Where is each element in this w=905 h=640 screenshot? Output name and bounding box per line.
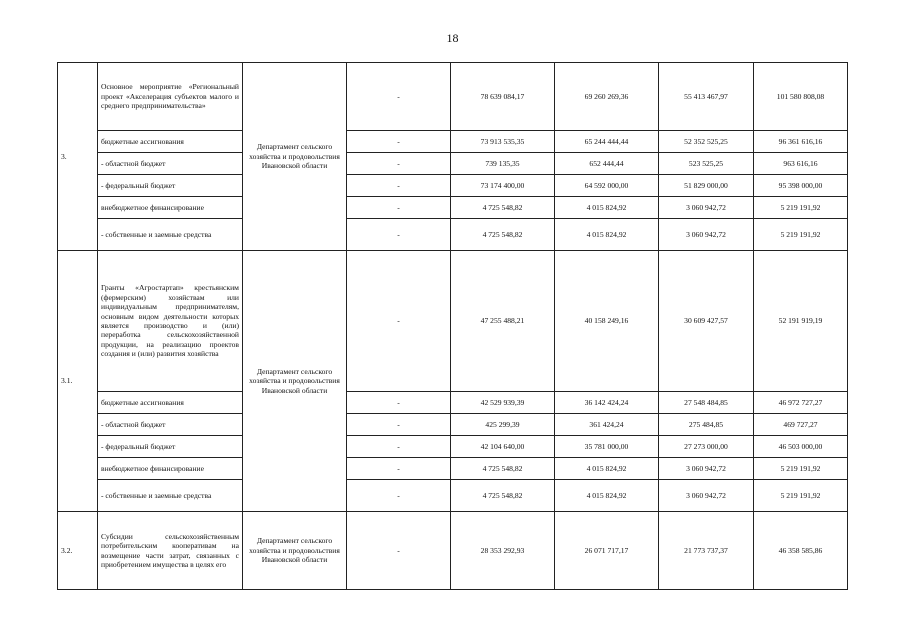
cell-value-4: 46 358 585,86 <box>754 512 848 590</box>
cell-dash: - <box>347 251 451 392</box>
cell-value-1: 425 299,39 <box>451 414 555 436</box>
cell-dash: - <box>347 131 451 153</box>
cell-value-1: 78 639 084,17 <box>451 63 555 131</box>
cell-value-2: 35 781 000,00 <box>555 436 659 458</box>
table-row <box>58 175 848 197</box>
table-row <box>58 480 848 512</box>
row-name: Основное мероприятие «Региональный проект «Акселерация субъектов малого и среднего предпринимательства» <box>98 63 243 131</box>
cell-value-3: 3 060 942,72 <box>659 458 754 480</box>
row-name: - областной бюджет <box>98 414 243 436</box>
table-row <box>58 63 848 131</box>
row-name: Субсидии сельскохозяйственным потребительским кооперативам на возмещение части затрат, связанных с приобретением имущества в целях его <box>98 512 243 590</box>
executor: Департамент сельского хозяйства и продовольствия Ивановской области <box>243 512 347 590</box>
cell-value-4: 469 727,27 <box>754 414 848 436</box>
cell-value-1: 73 174 400,00 <box>451 175 555 197</box>
page-number: 18 <box>446 31 459 45</box>
cell-value-1: 42 104 640,00 <box>451 436 555 458</box>
cell-value-3: 275 484,85 <box>659 414 754 436</box>
cell-value-3: 3 060 942,72 <box>659 480 754 512</box>
cell-dash: - <box>347 458 451 480</box>
section-number: 3.2. <box>58 512 98 590</box>
cell-value-3: 30 609 427,57 <box>659 251 754 392</box>
cell-value-4: 96 361 616,16 <box>754 131 848 153</box>
cell-value-1: 28 353 292,93 <box>451 512 555 590</box>
cell-value-4: 5 219 191,92 <box>754 197 848 219</box>
cell-value-1: 739 135,35 <box>451 153 555 175</box>
cell-value-4: 52 191 919,19 <box>754 251 848 392</box>
cell-dash: - <box>347 197 451 219</box>
row-name: бюджетные ассигнования <box>98 131 243 153</box>
table-row <box>58 251 848 392</box>
cell-dash: - <box>347 175 451 197</box>
table-row <box>58 512 848 590</box>
cell-value-1: 4 725 548,82 <box>451 219 555 251</box>
cell-value-2: 64 592 000,00 <box>555 175 659 197</box>
table-row <box>58 436 848 458</box>
cell-value-1: 4 725 548,82 <box>451 458 555 480</box>
row-name: - федеральный бюджет <box>98 436 243 458</box>
row-name: - федеральный бюджет <box>98 175 243 197</box>
cell-value-4: 5 219 191,92 <box>754 458 848 480</box>
cell-value-2: 36 142 424,24 <box>555 392 659 414</box>
section-number: 3.1. <box>58 251 98 512</box>
cell-dash: - <box>347 512 451 590</box>
cell-dash: - <box>347 436 451 458</box>
table-row <box>58 219 848 251</box>
cell-value-2: 4 015 824,92 <box>555 197 659 219</box>
cell-value-2: 4 015 824,92 <box>555 458 659 480</box>
cell-value-2: 69 260 269,36 <box>555 63 659 131</box>
cell-value-1: 73 913 535,35 <box>451 131 555 153</box>
row-name: - собственные и заемные средства <box>98 219 243 251</box>
executor: Департамент сельского хозяйства и продовольствия Ивановской области <box>243 251 347 512</box>
cell-value-4: 963 616,16 <box>754 153 848 175</box>
row-name: внебюджетное финансирование <box>98 197 243 219</box>
table-row <box>58 131 848 153</box>
row-name: - собственные и заемные средства <box>98 480 243 512</box>
cell-value-4: 5 219 191,92 <box>754 480 848 512</box>
cell-value-3: 52 352 525,25 <box>659 131 754 153</box>
cell-dash: - <box>347 219 451 251</box>
row-name: внебюджетное финансирование <box>98 458 243 480</box>
cell-value-2: 65 244 444,44 <box>555 131 659 153</box>
cell-value-2: 4 015 824,92 <box>555 219 659 251</box>
cell-value-4: 95 398 000,00 <box>754 175 848 197</box>
cell-value-3: 51 829 000,00 <box>659 175 754 197</box>
row-name: бюджетные ассигнования <box>98 392 243 414</box>
cell-value-1: 4 725 548,82 <box>451 480 555 512</box>
cell-dash: - <box>347 153 451 175</box>
section-number: 3. <box>58 63 98 251</box>
cell-value-1: 4 725 548,82 <box>451 197 555 219</box>
cell-value-2: 26 071 717,17 <box>555 512 659 590</box>
cell-value-2: 40 158 249,16 <box>555 251 659 392</box>
cell-value-1: 47 255 488,21 <box>451 251 555 392</box>
cell-dash: - <box>347 414 451 436</box>
cell-dash: - <box>347 63 451 131</box>
cell-value-4: 101 580 808,08 <box>754 63 848 131</box>
table-row <box>58 458 848 480</box>
row-name: Гранты «Агростартап» крестьянским (фермерским) хозяйствам или индивидуальным предпринимателям, основным видом деятельности которых является производство и (или) переработка сельскохозяйственной продукции, на реализацию проектов создания и (или) развития хозяйства <box>98 251 243 392</box>
table-row <box>58 197 848 219</box>
cell-value-1: 42 529 939,39 <box>451 392 555 414</box>
executor: Департамент сельского хозяйства и продовольствия Ивановской области <box>243 63 347 251</box>
cell-value-3: 55 413 467,97 <box>659 63 754 131</box>
cell-value-3: 27 273 000,00 <box>659 436 754 458</box>
cell-value-2: 4 015 824,92 <box>555 480 659 512</box>
cell-value-4: 5 219 191,92 <box>754 219 848 251</box>
table-row <box>58 153 848 175</box>
cell-value-3: 523 525,25 <box>659 153 754 175</box>
table-row <box>58 414 848 436</box>
table-row <box>58 392 848 414</box>
cell-value-3: 21 773 737,37 <box>659 512 754 590</box>
cell-value-3: 3 060 942,72 <box>659 219 754 251</box>
cell-value-3: 27 548 484,85 <box>659 392 754 414</box>
budget-table <box>57 62 848 590</box>
cell-value-4: 46 503 000,00 <box>754 436 848 458</box>
cell-value-3: 3 060 942,72 <box>659 197 754 219</box>
cell-dash: - <box>347 392 451 414</box>
cell-value-2: 361 424,24 <box>555 414 659 436</box>
row-name: - областной бюджет <box>98 153 243 175</box>
cell-value-2: 652 444,44 <box>555 153 659 175</box>
cell-dash: - <box>347 480 451 512</box>
cell-value-4: 46 972 727,27 <box>754 392 848 414</box>
